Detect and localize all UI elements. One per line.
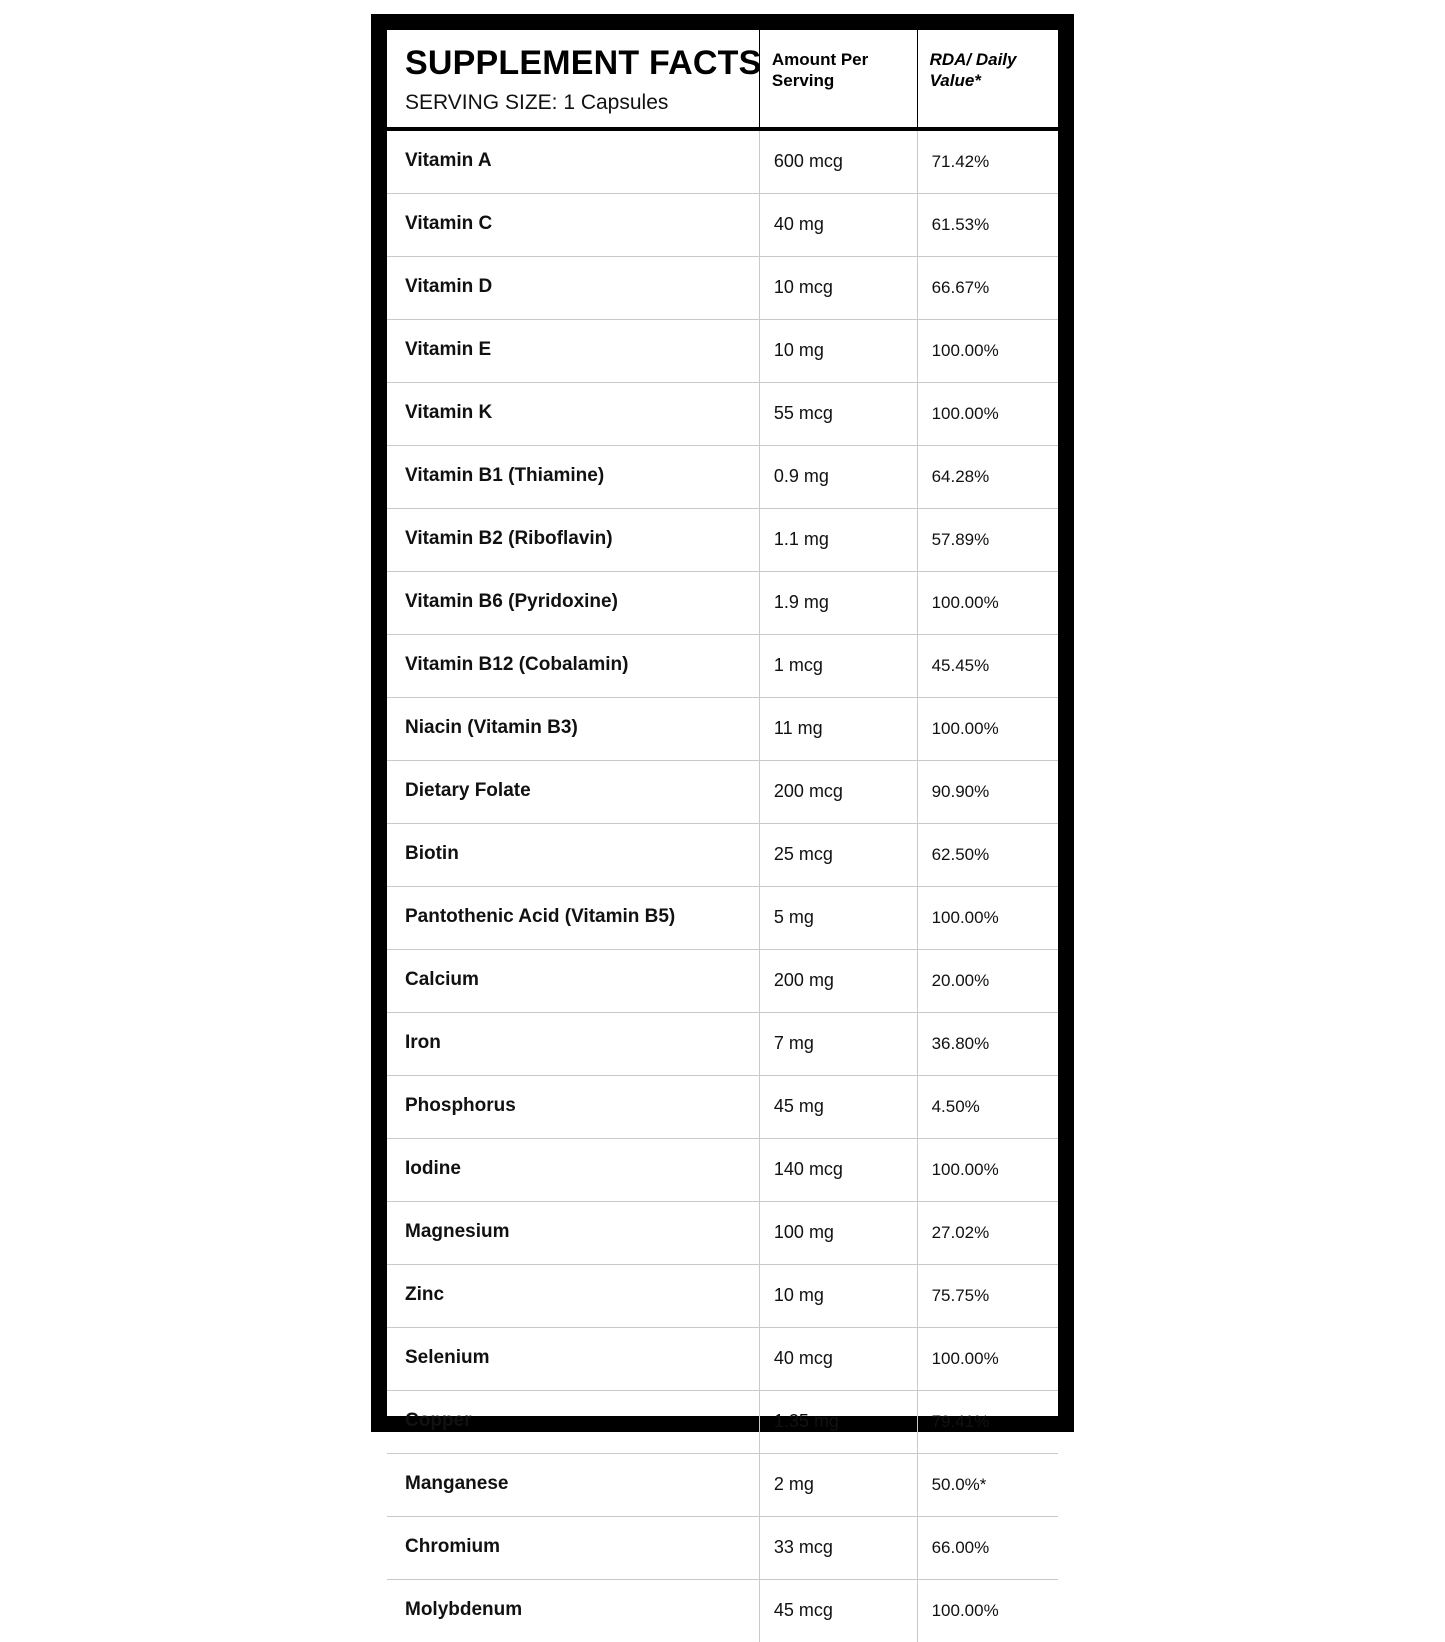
nutrient-rda: 27.02%	[917, 1201, 1058, 1264]
table-row	[387, 382, 1058, 445]
nutrient-name: Magnesium	[387, 1201, 759, 1264]
nutrient-name: Zinc	[387, 1264, 759, 1327]
nutrient-amount: 200 mcg	[759, 760, 917, 823]
nutrient-amount: 100 mg	[759, 1201, 917, 1264]
nutrient-amount: 25 mcg	[759, 823, 917, 886]
nutrient-amount: 140 mcg	[759, 1138, 917, 1201]
nutrient-name: Selenium	[387, 1327, 759, 1390]
nutrient-name: Vitamin B1 (Thiamine)	[387, 445, 759, 508]
supplement-facts-table	[387, 30, 1058, 1642]
nutrient-amount: 33 mcg	[759, 1516, 917, 1579]
nutrient-name: Vitamin B2 (Riboflavin)	[387, 508, 759, 571]
table-row	[387, 319, 1058, 382]
table-row	[387, 1138, 1058, 1201]
supplement-facts-panel	[371, 14, 1074, 1621]
nutrient-rda: 100.00%	[917, 1327, 1058, 1390]
panel-title: SUPPLEMENT FACTS	[405, 44, 762, 82]
nutrient-name: Niacin (Vitamin B3)	[387, 697, 759, 760]
nutrient-amount: 2 mg	[759, 1453, 917, 1516]
table-row	[387, 1075, 1058, 1138]
nutrient-rda: 66.67%	[917, 256, 1058, 319]
column-header-amount: Amount Per Serving	[759, 30, 917, 129]
header-title-cell	[387, 30, 762, 129]
table-row	[387, 129, 1058, 194]
nutrient-rda: 100.00%	[917, 319, 1058, 382]
nutrient-amount: 11 mg	[759, 697, 917, 760]
table-row	[387, 1264, 1058, 1327]
nutrient-name: Iron	[387, 1012, 759, 1075]
nutrient-rda: 66.00%	[917, 1516, 1058, 1579]
nutrient-name: Pantothenic Acid (Vitamin B5)	[387, 886, 759, 949]
table-row	[387, 760, 1058, 823]
nutrient-name: Calcium	[387, 949, 759, 1012]
header-row	[387, 30, 1058, 129]
nutrient-name: Vitamin A	[387, 129, 759, 194]
nutrient-amount: 1.9 mg	[759, 571, 917, 634]
table-body	[387, 129, 1058, 1642]
nutrient-amount: 1.1 mg	[759, 508, 917, 571]
nutrient-name: Copper	[387, 1390, 759, 1453]
table-row	[387, 1516, 1058, 1579]
nutrient-name: Phosphorus	[387, 1075, 759, 1138]
nutrient-name: Molybdenum	[405, 1599, 523, 1621]
nutrient-name: Vitamin B12 (Cobalamin)	[387, 634, 759, 697]
nutrient-name: Manganese	[387, 1453, 759, 1516]
nutrient-rda: 100.00%	[917, 886, 1058, 949]
nutrient-rda: 4.50%	[917, 1075, 1058, 1138]
nutrient-rda: 71.42%	[917, 129, 1058, 194]
nutrient-rda: 100.00%	[917, 382, 1058, 445]
table-row	[387, 634, 1058, 697]
nutrient-name: Iodine	[387, 1138, 759, 1201]
table-row	[387, 1201, 1058, 1264]
nutrient-name: Dietary Folate	[387, 760, 759, 823]
nutrient-rda: 57.89%	[917, 508, 1058, 571]
nutrient-amount: 40 mcg	[759, 1327, 917, 1390]
nutrient-amount: 40 mg	[759, 193, 917, 256]
nutrient-name: Chromium	[387, 1516, 759, 1579]
table-header	[387, 30, 1058, 129]
column-header-rda: RDA/ Daily Value*	[917, 30, 1058, 129]
nutrient-rda: 45.45%	[917, 634, 1058, 697]
serving-size: SERVING SIZE: 1 Capsules	[405, 90, 669, 114]
nutrient-name: Biotin	[387, 823, 759, 886]
nutrient-amount: 55 mcg	[759, 382, 917, 445]
table-row	[387, 445, 1058, 508]
nutrient-rda: 36.80%	[917, 1012, 1058, 1075]
table-row	[387, 508, 1058, 571]
nutrient-amount: 600 mcg	[759, 129, 917, 194]
nutrient-amount: 0.9 mg	[759, 445, 917, 508]
table-row	[387, 886, 1058, 949]
nutrient-name: Vitamin K	[387, 382, 759, 445]
nutrient-name: Vitamin D	[387, 256, 759, 319]
table-row	[387, 571, 1058, 634]
nutrient-rda: 50.0%*	[917, 1453, 1058, 1516]
nutrient-amount: 10 mcg	[759, 256, 917, 319]
nutrient-amount: 200 mg	[759, 949, 917, 1012]
nutrient-rda: 20.00%	[917, 949, 1058, 1012]
nutrient-amount: 5 mg	[759, 886, 917, 949]
table-row	[387, 193, 1058, 256]
table-row	[387, 823, 1058, 886]
nutrient-rda: 100.00%	[917, 571, 1058, 634]
supplement-facts-panel-inner	[387, 30, 1058, 1621]
table-row	[387, 1453, 1058, 1516]
nutrient-rda: 100.00%	[917, 1138, 1058, 1201]
nutrient-rda: 61.53%	[917, 193, 1058, 256]
nutrient-amount: 1 mcg	[759, 634, 917, 697]
nutrient-rda: 75.75%	[917, 1264, 1058, 1327]
table-row	[387, 1012, 1058, 1075]
table-row	[387, 1579, 1058, 1642]
nutrient-amount: 45 mcg	[759, 1579, 917, 1642]
nutrient-amount: 45 mg	[759, 1075, 917, 1138]
nutrient-rda: 62.50%	[917, 823, 1058, 886]
nutrient-rda: 79.41%	[917, 1390, 1058, 1453]
nutrient-rda: 64.28%	[917, 445, 1058, 508]
nutrient-rda: 90.90%	[917, 760, 1058, 823]
table-row	[387, 697, 1058, 760]
table-row	[387, 949, 1058, 1012]
nutrient-amount: 1.35 mg	[759, 1390, 917, 1453]
nutrient-name: Vitamin B6 (Pyridoxine)	[387, 571, 759, 634]
nutrient-name: Vitamin E	[387, 319, 759, 382]
nutrient-name: Vitamin C	[387, 193, 759, 256]
nutrient-amount: 7 mg	[759, 1012, 917, 1075]
nutrient-amount: 10 mg	[759, 1264, 917, 1327]
table-row	[387, 1390, 1058, 1453]
nutrient-rda: 100.00%	[917, 1579, 1058, 1642]
table-row	[387, 1327, 1058, 1390]
nutrient-amount: 10 mg	[759, 319, 917, 382]
nutrient-rda: 100.00%	[917, 697, 1058, 760]
table-row	[387, 256, 1058, 319]
